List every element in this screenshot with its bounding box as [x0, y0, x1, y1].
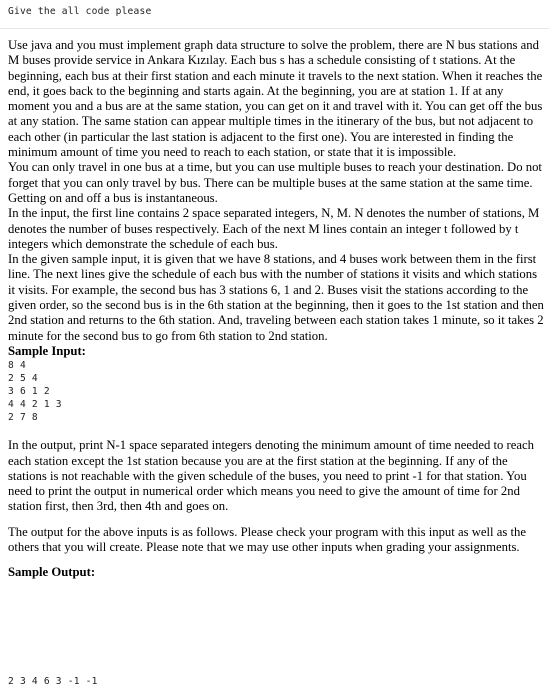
question-header: Give the all code please: [8, 6, 152, 17]
paragraph-input-format: In the input, the first line contains 2 space separated integers, N, M. N denotes the number of stations, M denotes the number of buses respectively. Each of the next M lines contain an integer t followed by t integers which demonstrate the schedule of each bus.: [8, 206, 540, 251]
sample-input-line: 8 4: [8, 360, 26, 372]
header-divider: [0, 28, 549, 29]
sample-input-line: 2 5 4: [8, 373, 38, 385]
problem-statement: [8, 38, 544, 581]
spacer: [8, 424, 544, 438]
sample-output-label: Sample Output:: [8, 565, 96, 580]
paragraph-output-format: In the output, print N-1 space separated integers denoting the minimum amount of time needed to reach each station except the 1st station because you are at the first station at the beginning. If any of the stations is not reachable with the given schedule of the buses, you need to print -1 for that station. You need to print the output in numerical order which means you need to give the amount of time for 2nd station first, then 3rd, then 4th and goes on.: [8, 438, 535, 514]
spacer: [8, 555, 544, 565]
sample-output-line: 2 3 4 6 3 -1 -1: [8, 676, 98, 687]
sample-input-line: 2 7 8: [8, 412, 38, 424]
sample-input-label: Sample Input:: [8, 343, 86, 358]
paragraph-travel-rules: You can only travel in one bus at a time, but you can use multiple buses to reach your destination. Do not forget that you can only travel by bus. There can be multiple buses at the same station at the same time. Getting on and off a bus is instantaneous.: [8, 160, 542, 205]
paragraph-sample-explanation: In the given sample input, it is given that we have 8 stations, and 4 buses work between them in the first line. The next lines give the schedule of each bus with the number of stations it visits and which stations it visits. For example, the second bus has 3 stations 6, 1 and 2. Buses visit the stations according to the given order, so the second bus is in the 6th station at the beginning, then it goes to the 1st station and then 2nd station and returns to the 6th station. And, traveling between each station takes 1 minute, so it takes 2 minute for the second bus to go from 6th station to 2nd station.: [8, 252, 544, 343]
sample-input-line: 4 4 2 1 3: [8, 399, 62, 411]
paragraph-output-note: The output for the above inputs is as follows. Please check your program with this input as well as the others that you will create. Please note that we may use other inputs when grading your assignments.: [8, 524, 526, 555]
sample-input-block: [8, 359, 544, 424]
sample-input-line: 3 6 1 2: [8, 386, 50, 398]
paragraph-intro: Use java and you must implement graph data structure to solve the problem, there are N bus stations and M buses provide service in Ankara Kızılay. Each bus s has a schedule consisting of t stations. At the beginning, each bus at their first station and each minute it travels to the next station. When it reaches the end, it goes back to the beginning and starts again. At the beginning, you are at station 1. If at any moment you and a bus are at the same station, you can get on it and travel with it. You can get off the bus at any station. The same station can appear multiple times in the itinerary of the bus, but not adjacent to each other (in particular the last station is adjacent to the first one). You are interested in finding the minimum amount of time you need to reach to each station, or state that it is impossible.: [8, 38, 543, 160]
spacer: [8, 515, 544, 525]
